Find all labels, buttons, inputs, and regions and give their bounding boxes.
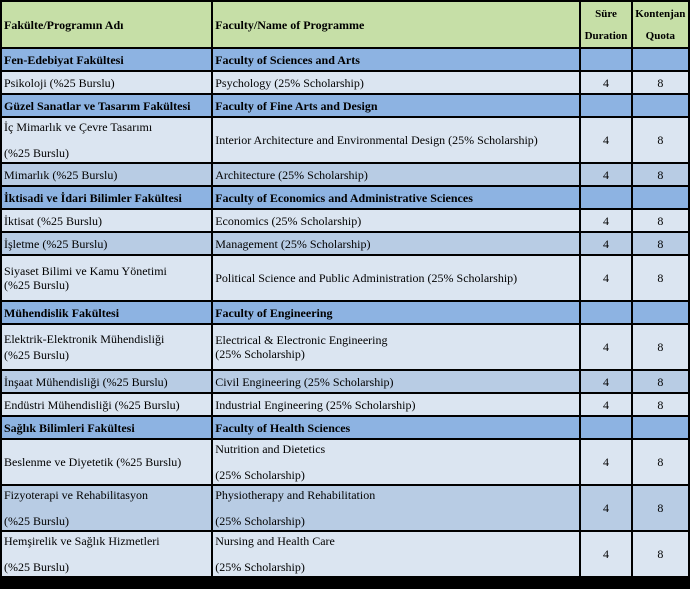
program-quota: 8 [633, 210, 688, 231]
program-name-tr [2, 486, 211, 530]
program-name-en-line2: (25% Scholarship) [215, 468, 305, 482]
program-quota: 8 [633, 164, 688, 185]
faculty-name-en: Faculty of Engineering [213, 302, 579, 323]
program-quota: 8 [633, 118, 688, 162]
program-quota: 8 [633, 486, 688, 530]
program-name-tr-line2: (%25 Burslu) [4, 278, 69, 292]
faculty-name-en: Faculty of Economics and Administrative Sciences [213, 187, 579, 208]
program-name-en-line2: (25% Scholarship) [215, 560, 305, 574]
program-name-tr: İktisat (%25 Burslu) [2, 210, 211, 231]
header-quota [633, 2, 688, 47]
program-name-en [213, 325, 579, 369]
faculty-duration-empty [581, 417, 630, 438]
program-name-en [213, 440, 579, 484]
program-row [2, 371, 688, 392]
faculty-row [2, 49, 688, 70]
faculty-name-tr: İktisadi ve İdari Bilimler Fakültesi [2, 187, 211, 208]
program-name-tr-line2: (%25 Burslu) [4, 560, 69, 574]
program-duration: 4 [581, 532, 630, 576]
program-name-tr: İşletme (%25 Burslu) [2, 233, 211, 254]
program-duration: 4 [581, 256, 630, 300]
header-tr-name: Fakülte/Programın Adı [2, 2, 211, 47]
program-quota: 8 [633, 371, 688, 392]
header-en-name: Faculty/Name of Programme [213, 2, 579, 47]
program-quota: 8 [633, 72, 688, 93]
faculty-row [2, 95, 688, 116]
program-row [2, 210, 688, 231]
program-name-en-line2: (25% Scholarship) [215, 514, 305, 528]
program-row [2, 164, 688, 185]
program-duration: 4 [581, 233, 630, 254]
program-name-en: Political Science and Public Administration (25% Scholarship) [213, 256, 579, 300]
program-duration: 4 [581, 210, 630, 231]
program-quota: 8 [633, 325, 688, 369]
faculty-name-tr: Sağlık Bilimleri Fakültesi [2, 417, 211, 438]
program-name-en: Psychology (25% Scholarship) [213, 72, 579, 93]
program-name-tr-line1: Fizyoterapi ve Rehabilitasyon [4, 488, 148, 502]
program-row [2, 118, 688, 162]
faculty-name-tr: Fen-Edebiyat Fakültesi [2, 49, 211, 70]
program-row [2, 233, 688, 254]
faculty-duration-empty [581, 187, 630, 208]
program-name-tr [2, 118, 211, 162]
program-name-tr-line2: (%25 Burslu) [4, 348, 69, 362]
program-row [2, 394, 688, 415]
program-row [2, 532, 688, 576]
program-name-en [213, 532, 579, 576]
program-name-tr: İnşaat Mühendisliği (%25 Burslu) [2, 371, 211, 392]
program-name-tr-line1: Elektrik-Elektronik Mühendisliği [4, 332, 165, 346]
program-quota: 8 [633, 440, 688, 484]
program-duration: 4 [581, 164, 630, 185]
program-name-en-line1: Nursing and Health Care [215, 534, 335, 548]
faculty-quota-empty [633, 95, 688, 116]
program-name-tr: Mimarlık (%25 Burslu) [2, 164, 211, 185]
faculty-duration-empty [581, 95, 630, 116]
header-duration-tr: Süre [595, 7, 617, 20]
faculty-name-tr: Güzel Sanatlar ve Tasarım Fakültesi [2, 95, 211, 116]
faculty-quota-empty [633, 302, 688, 323]
program-name-en: Economics (25% Scholarship) [213, 210, 579, 231]
program-name-tr-line1: Siyaset Bilimi ve Kamu Yönetimi [4, 264, 167, 278]
program-row [2, 325, 688, 369]
header-duration [581, 2, 630, 47]
program-name-en [213, 486, 579, 530]
faculty-name-tr: Mühendislik Fakültesi [2, 302, 211, 323]
program-name-tr-line1: İç Mimarlık ve Çevre Tasarımı [4, 120, 153, 134]
header-quota-tr: Kontenjan [635, 7, 686, 20]
program-row [2, 256, 688, 300]
program-quota: 8 [633, 394, 688, 415]
faculty-row [2, 187, 688, 208]
faculty-name-en: Faculty of Sciences and Arts [213, 49, 579, 70]
program-duration: 4 [581, 371, 630, 392]
program-name-tr [2, 325, 211, 369]
header-row [2, 2, 688, 47]
program-name-en-line2: (25% Scholarship) [215, 347, 305, 361]
program-name-en-line1: Physiotherapy and Rehabilitation [215, 488, 376, 502]
program-name-en: Industrial Engineering (25% Scholarship) [213, 394, 579, 415]
program-duration: 4 [581, 394, 630, 415]
program-quota: 8 [633, 532, 688, 576]
faculty-quota-empty [633, 417, 688, 438]
program-duration: 4 [581, 118, 630, 162]
program-name-tr [2, 256, 211, 300]
faculty-quota-empty [633, 187, 688, 208]
program-name-tr-line2: (%25 Burslu) [4, 146, 69, 160]
header-quota-en: Quota [645, 29, 675, 42]
header-duration-en: Duration [584, 29, 628, 42]
program-name-en: Architecture (25% Scholarship) [213, 164, 579, 185]
program-name-tr-line1: Hemşirelik ve Sağlık Hizmetleri [4, 534, 160, 548]
program-quota: 8 [633, 233, 688, 254]
program-name-en: Management (25% Scholarship) [213, 233, 579, 254]
program-row [2, 440, 688, 484]
program-name-tr: Psikoloji (%25 Burslu) [2, 72, 211, 93]
faculty-row [2, 302, 688, 323]
program-name-en-line1: Nutrition and Dietetics [215, 442, 326, 456]
program-name-tr: Beslenme ve Diyetetik (%25 Burslu) [2, 440, 211, 484]
program-name-en: Civil Engineering (25% Scholarship) [213, 371, 579, 392]
program-name-tr: Endüstri Mühendisliği (%25 Burslu) [2, 394, 211, 415]
program-quota: 8 [633, 256, 688, 300]
faculty-row [2, 417, 688, 438]
faculty-name-en: Faculty of Fine Arts and Design [213, 95, 579, 116]
program-row [2, 72, 688, 93]
program-duration: 4 [581, 440, 630, 484]
program-duration: 4 [581, 72, 630, 93]
program-name-en-line1: Electrical & Electronic Engineering [215, 333, 388, 347]
faculty-duration-empty [581, 49, 630, 70]
program-name-en: Interior Architecture and Environmental Design (25% Scholarship) [213, 118, 579, 162]
program-name-tr-line2: (%25 Burslu) [4, 514, 69, 528]
program-name-tr [2, 532, 211, 576]
faculty-duration-empty [581, 302, 630, 323]
faculty-quota-empty [633, 49, 688, 70]
program-duration: 4 [581, 325, 630, 369]
faculty-name-en: Faculty of Health Sciences [213, 417, 579, 438]
program-duration: 4 [581, 486, 630, 530]
program-row [2, 486, 688, 530]
